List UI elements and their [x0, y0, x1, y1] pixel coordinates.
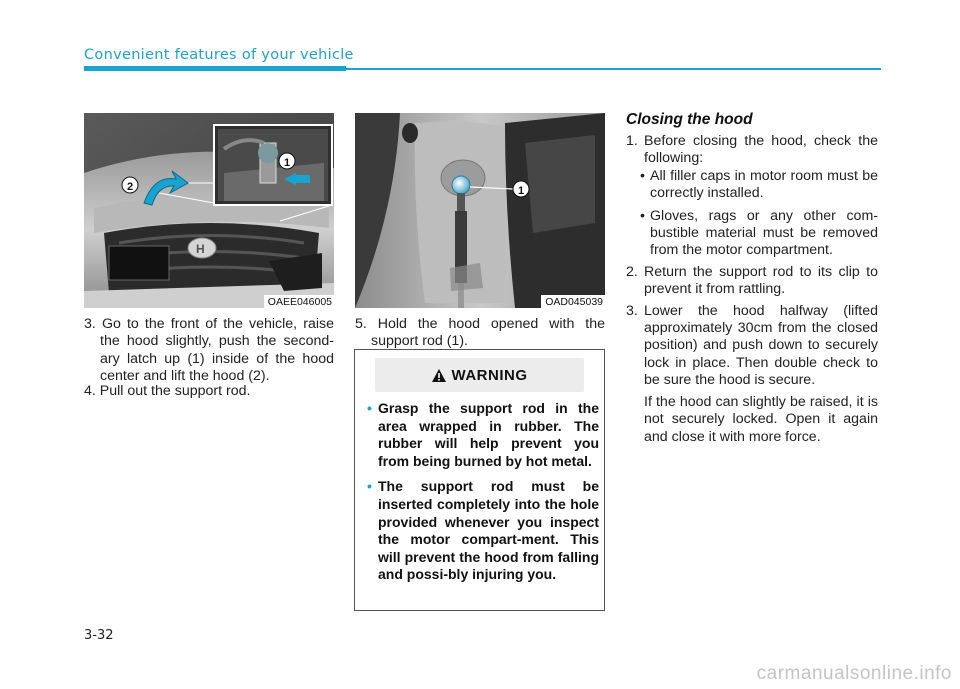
figure-code: OAEE046005 — [264, 295, 334, 308]
step-number: 4. — [84, 383, 96, 399]
step-number: 3. — [84, 316, 96, 332]
svg-text:H: H — [196, 242, 205, 256]
photo-hood-latch — [84, 113, 334, 308]
title-bar-accent — [84, 66, 346, 71]
closing-checklist — [626, 168, 878, 260]
warning-box — [354, 349, 605, 611]
warning-item-text: The support rod must be inserted completely into the hole provided whenever you inspect the motor compart-ment. This will prevent the hood from falling and possi-bly injuring you. — [378, 478, 599, 583]
step-4 — [84, 383, 334, 400]
warning-item — [367, 400, 599, 470]
closing-title: Closing the hood — [626, 111, 753, 128]
bullet-icon: • — [640, 207, 645, 224]
step-text: Go to the front of the vehicle, raise the hood slightly, push the second-ary latch up (1) inside of the hood center and lift the hood (2). — [100, 316, 334, 385]
step-text: Return the support rod to its clip to prevent it from rattling. — [644, 263, 878, 298]
step-number: 3. — [626, 302, 638, 319]
step-text: Pull out the support rod. — [99, 383, 251, 399]
closing-step-3 — [626, 303, 878, 390]
callout-1: 1 — [284, 157, 291, 169]
closing-note: If the hood can slightly be raised, it is not securely locked. Open it again and close it with more force. — [644, 393, 878, 445]
checklist-item-text: Gloves, rags or any other com-bustible material must be removed from the motor compartment. — [650, 207, 878, 259]
checklist-item-text: All filler caps in motor room must be correctly installed. — [650, 167, 878, 202]
warning-triangle-icon — [432, 369, 446, 382]
warning-list — [367, 400, 599, 592]
step-text: Before closing the hood, check the following: — [644, 133, 878, 167]
title-bar-rule — [346, 68, 881, 70]
step-number: 5. — [355, 316, 367, 332]
step-number: 2. — [626, 263, 638, 280]
support-rod-illustration — [355, 113, 605, 308]
callout-2: 2 — [127, 181, 134, 193]
warning-header — [355, 358, 604, 392]
warning-item — [367, 478, 599, 584]
checklist-item — [640, 208, 878, 260]
bullet-icon: • — [367, 478, 372, 495]
warning-title: WARNING — [451, 366, 528, 384]
section-title: Convenient features of your vehicle — [84, 47, 354, 63]
step-text: Lower the hood halfway (lifted approximately 30cm from the closed position) and push down to securely lock in place. Then double check to be sure the hood is secure. — [644, 302, 878, 389]
watermark: carmanualsonline.info — [756, 663, 952, 684]
hood-latch-illustration — [84, 113, 334, 308]
photo-support-rod — [355, 113, 605, 308]
step-text: Hold the hood opened with the support rod (1). — [371, 316, 605, 350]
step-number: 1. — [626, 133, 638, 149]
closing-steps — [626, 133, 878, 446]
page-number: 3-32 — [84, 628, 114, 643]
step-3 — [84, 316, 334, 386]
bullet-icon: • — [640, 167, 645, 184]
warning-item-text: Grasp the support rod in the area wrapped in rubber. The rubber will help prevent you from being burned by hot metal. — [378, 400, 599, 469]
bullet-icon: • — [367, 400, 372, 416]
step-5 — [355, 316, 605, 351]
closing-step-1 — [626, 133, 878, 168]
closing-step-2 — [626, 264, 878, 299]
checklist-item — [640, 168, 878, 203]
callout-1: 1 — [518, 185, 525, 197]
figure-code: OAD045039 — [541, 295, 605, 308]
